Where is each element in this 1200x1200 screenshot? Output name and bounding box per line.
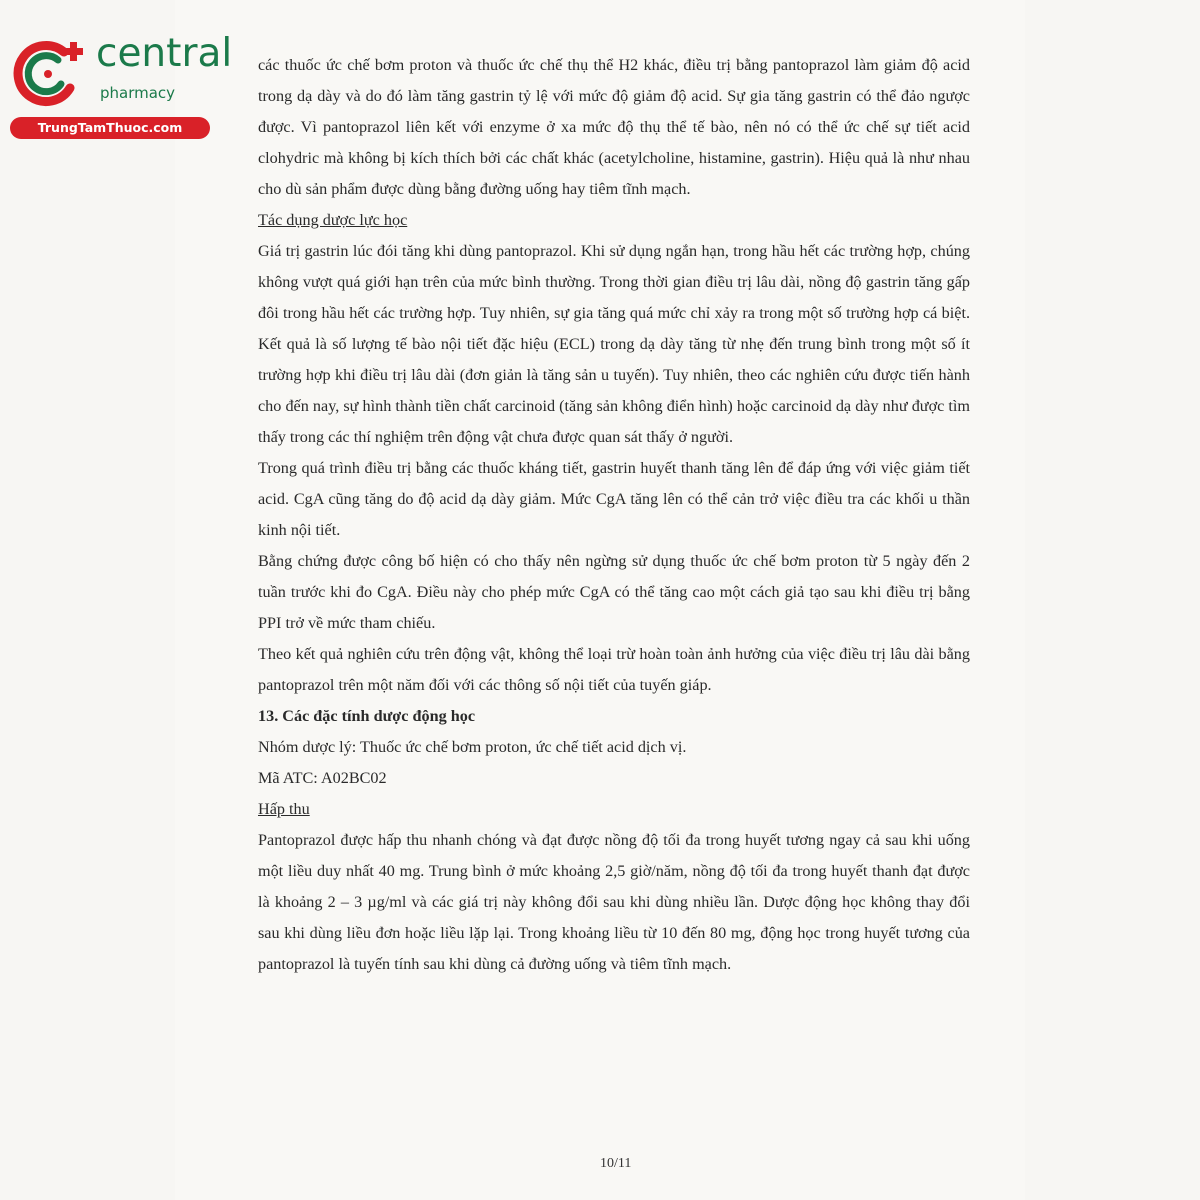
pharmacy-cross-icon: [12, 38, 92, 113]
brand-subtitle: pharmacy: [100, 84, 176, 102]
paragraph: các thuốc ức chế bơm proton và thuốc ức chế thụ thể H2 khác, điều trị bằng pantoprazol làm giảm độ acid trong dạ dày và do đó làm tăng gastrin tỷ lệ với mức độ giảm độ acid. Sự gia tăng gastrin có thể đảo ngược được. Vì pantoprazol liên kết với enzyme ở xa mức độ thụ thể tế bào, nên nó có thể ức chế sự tiết acid clohydric mà không bị kích thích bởi các chất khác (acetylcholine, histamine, gastrin). Hiệu quả là như nhau cho dù sản phẩm được dùng bằng đường uống hay tiêm tĩnh mạch.: [258, 56, 970, 198]
paragraph: Trong quá trình điều trị bằng các thuốc kháng tiết, gastrin huyết thanh tăng lên để đáp ứng với việc giảm tiết acid. CgA cũng tăng do độ acid dạ dày giảm. Mức CgA tăng lên có thể cản trở việc điều tra các khối u thần kinh nội tiết.: [258, 459, 970, 539]
paragraph: Pantoprazol được hấp thu nhanh chóng và đạt được nồng độ tối đa trong huyết tương ngay cả sau khi uống một liều duy nhất 40 mg. Trung bình ở mức khoảng 2,5 giờ/năm, nồng độ tối đa trong huyết thanh đạt được là khoảng 2 – 3 µg/ml và các giá trị này không đổi sau khi dùng nhiều lần. Dược động học không thay đổi sau khi dùng liều đơn hoặc liều lặp lại. Trong khoảng liều từ 10 đến 80 mg, động học trong huyết tương của pantoprazol là tuyến tính sau khi dùng cả đường uống và tiêm tĩnh mạch.: [258, 831, 970, 973]
page-number: 10/11: [600, 1156, 632, 1171]
heading-absorption: Hấp thu: [258, 800, 310, 818]
brand-website: TrungTamThuoc.com: [10, 117, 210, 139]
brand-name: central: [96, 31, 233, 76]
central-pharmacy-logo: [8, 31, 233, 136]
atc-code: Mã ATC: A02BC02: [258, 769, 387, 787]
section-13-heading: 13. Các đặc tính dược động học: [258, 707, 475, 725]
pharmacological-group: Nhóm dược lý: Thuốc ức chế bơm proton, ức chế tiết acid dịch vị.: [258, 738, 687, 756]
paragraph: Giá trị gastrin lúc đói tăng khi dùng pantoprazol. Khi sử dụng ngắn hạn, trong hầu hết các trường hợp, chúng không vượt quá giới hạn trên của mức bình thường. Trong thời gian điều trị lâu dài, nồng độ gastrin tăng gấp đôi trong hầu hết các trường hợp. Tuy nhiên, sự gia tăng quá mức chỉ xảy ra trong một số trường hợp cá biệt. Kết quả là số lượng tế bào nội tiết đặc hiệu (ECL) trong dạ dày tăng từ nhẹ đến trung bình trong một số ít trường hợp khi điều trị lâu dài (đơn giản là tăng sản u tuyến). Tuy nhiên, theo các nghiên cứu được tiến hành cho đến nay, sự hình thành tiền chất carcinoid (tăng sản không điển hình) hoặc carcinoid dạ dày như được tìm thấy trong các thí nghiệm trên động vật chưa được quan sát thấy ở người.: [258, 242, 970, 446]
document-body: [258, 50, 970, 980]
paragraph: Bằng chứng được công bố hiện có cho thấy nên ngừng sử dụng thuốc ức chế bơm proton từ 5 ngày đến 2 tuần trước khi đo CgA. Điều này cho phép mức CgA có thể tăng cao một cách giả tạo sau khi điều trị bằng PPI trở về mức tham chiếu.: [258, 552, 970, 632]
heading-pharmacodynamics: Tác dụng dược lực học: [258, 211, 408, 229]
paragraph: Theo kết quả nghiên cứu trên động vật, không thể loại trừ hoàn toàn ảnh hưởng của việc điều trị lâu dài bằng pantoprazol trên một năm đối với các thông số nội tiết của tuyến giáp.: [258, 645, 970, 694]
